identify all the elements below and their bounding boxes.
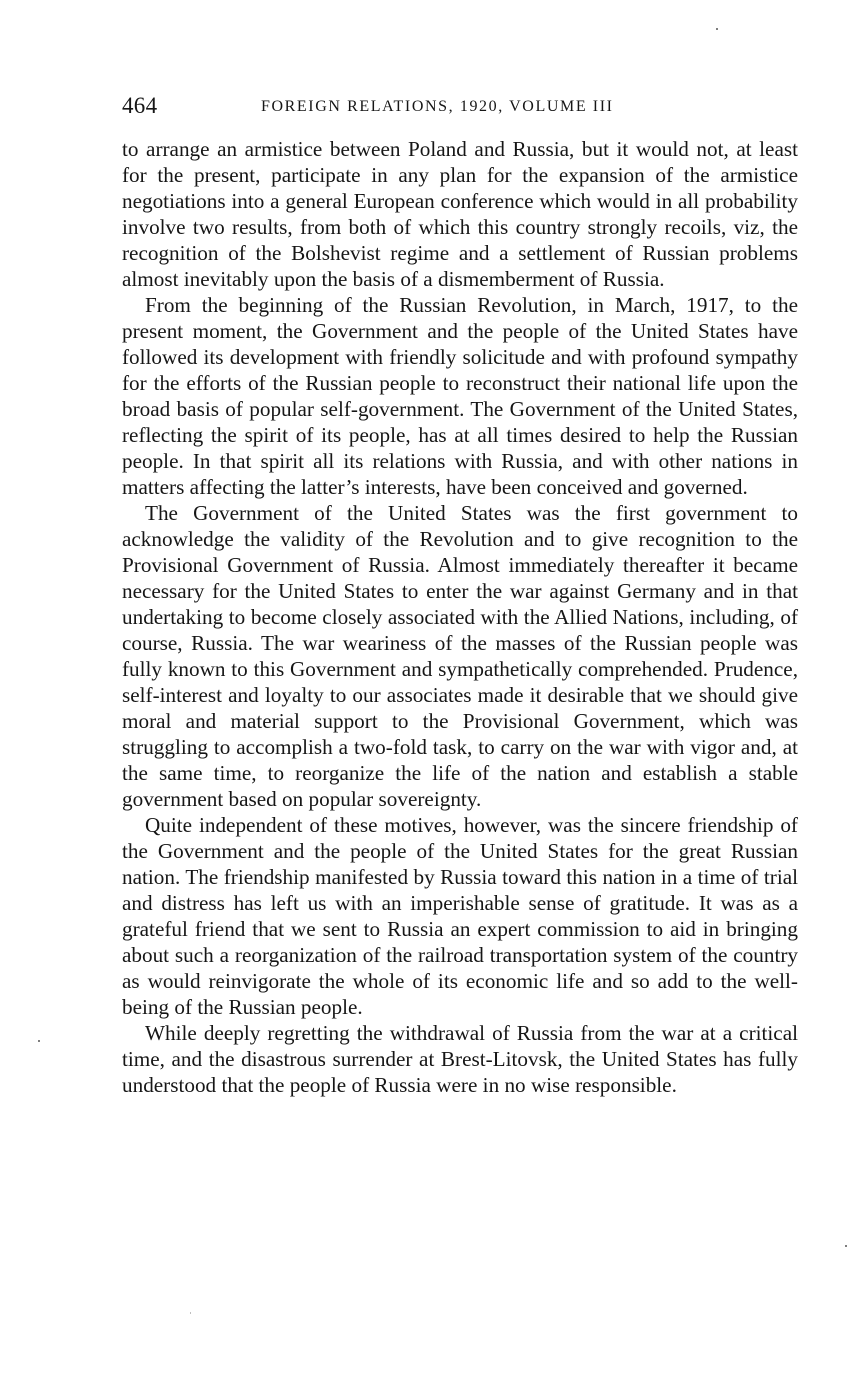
scan-speck: [38, 1040, 40, 1042]
page-number: 464: [122, 93, 158, 118]
scan-speck: [845, 1245, 847, 1247]
paragraph-3: The Government of the United States was the first government to acknowledge the validity of the Revolution and to give recognition to the Provisional Government of Russia. Almost immediately thereafter it became necessary for the United States to enter the war against Germany and in that undertaking to become closely associated with the Allied Nations, including, of course, Russia. The war weariness of the masses of the Russian people was fully known to this Government and sympathetically comprehended. Prudence, self-interest and loyalty to our associates made it desirable that we should give moral and material support to the Provisional Government, which was struggling to accomplish a two-fold task, to carry on the war with vigor and, at the same time, to reorganize the life of the nation and establish a stable government based on popular sovereignty.: [122, 501, 798, 811]
scan-speck: [190, 1312, 191, 1314]
paragraph-5: While deeply regretting the withdrawal of Russia from the war at a critical time, and the disastrous surrender at Brest-Litovsk, the United States has fully understood that the people of Russia were in no wise responsible.: [122, 1021, 798, 1097]
paragraph-1: to arrange an armistice between Poland and Russia, but it would not, at least for the present, participate in any plan for the expansion of the armistice negotiations into a general European conference which would in all probability involve two results, from both of which this country strongly recoils, viz, the recognition of the Bolshevist regime and a settlement of Russian problems almost inevitably upon the basis of a dismemberment of Russia.: [122, 137, 798, 291]
paragraph-4: Quite independent of these motives, however, was the sincere friendship of the Government and the people of the United States for the great Russian nation. The friendship manifested by Russia toward this nation in a time of trial and distress has left us with an imperishable sense of gratitude. It was as a grateful friend that we sent to Russia an expert commission to aid in bringing about such a reorganization of the railroad transportation system of the country as would reinvigorate the whole of its economic life and so add to the well-being of the Russian people.: [122, 813, 798, 1019]
scan-speck: [716, 28, 718, 30]
running-title: FOREIGN RELATIONS, 1920, VOLUME III: [261, 98, 614, 115]
paragraph-2: From the beginning of the Russian Revolution, in March, 1917, to the present moment, the Government and the people of the United States have followed its development with friendly solicitude and with profound sympathy for the efforts of the Russian people to reconstruct their national life upon the broad basis of popular self-government. The Government of the United States, reflecting the spirit of its people, has at all times desired to help the Russian people. In that spirit all its relations with Russia, and with other nations in matters affecting the latter’s interests, have been conceived and governed.: [122, 293, 798, 499]
running-head: [122, 92, 798, 120]
body-text: [122, 136, 798, 1098]
